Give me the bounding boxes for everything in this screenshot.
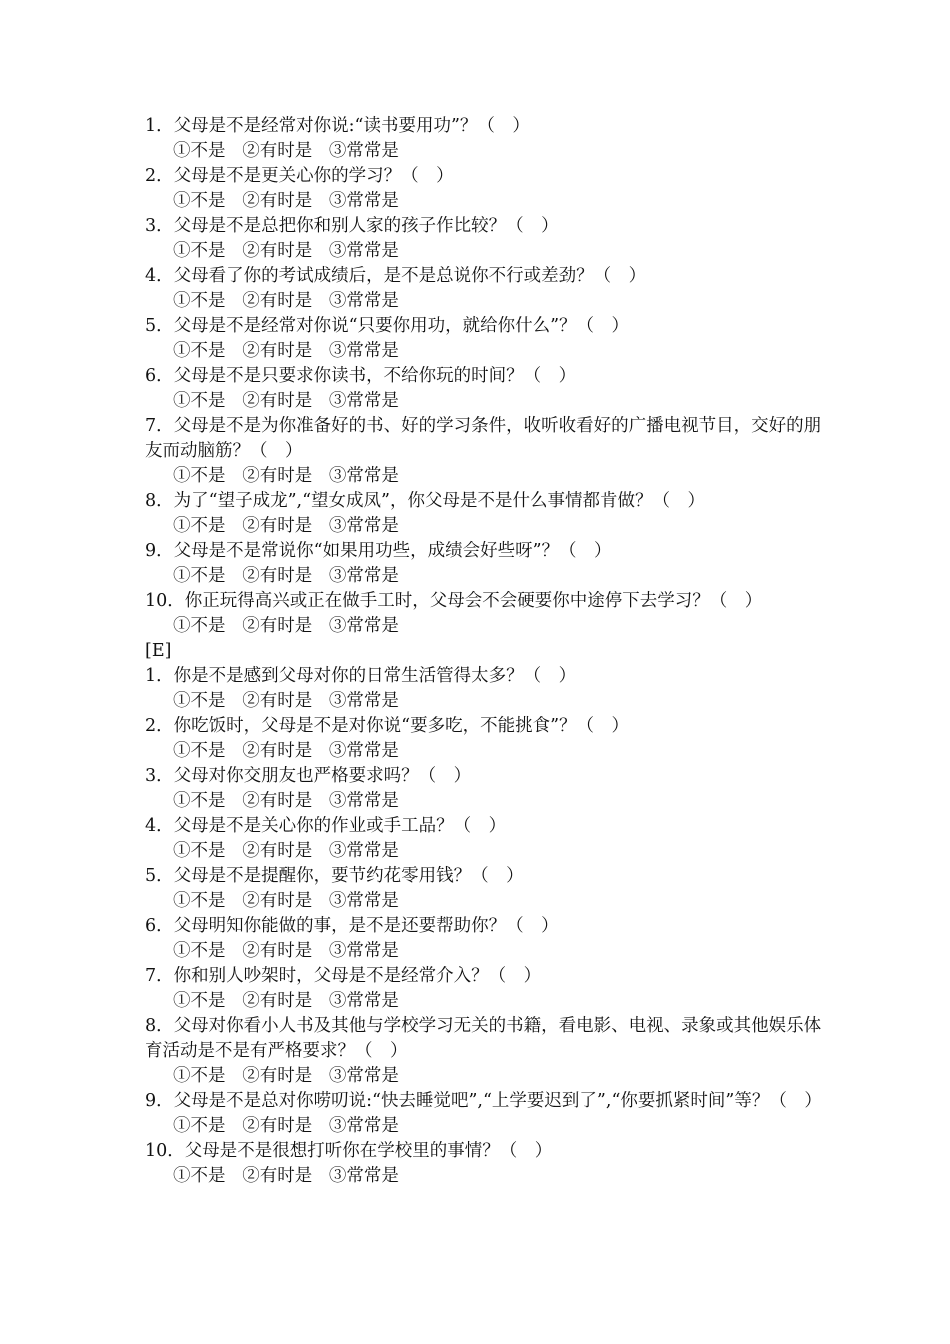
answer-options: ①不是 ②有时是 ③常常是	[173, 141, 399, 161]
answer-options: ①不是 ②有时是 ③常常是	[173, 391, 399, 411]
question-e-3: 3．父母对你交朋友也严格要求吗？（ ）	[145, 766, 472, 786]
question-d-2: 2．父母是不是更关心你的学习？（ ）	[145, 166, 454, 186]
question-d-1: 1．父母是不是经常对你说:“读书要用功”？（ ）	[145, 116, 530, 136]
answer-options: ①不是 ②有时是 ③常常是	[173, 566, 399, 586]
question-e-9: 9．父母是不是总对你唠叨说:“快去睡觉吧”,“上学要迟到了”,“你要抓紧时间”等？（ ）	[145, 1091, 822, 1111]
question-e-5: 5．父母是不是提醒你，要节约花零用钱？（ ）	[145, 866, 524, 886]
answer-options: ①不是 ②有时是 ③常常是	[173, 1166, 399, 1186]
question-e-10: 10．父母是不是很想打听你在学校里的事情？（ ）	[145, 1141, 553, 1161]
answer-options: ①不是 ②有时是 ③常常是	[173, 791, 399, 811]
question-d-4: 4．父母看了你的考试成绩后，是不是总说你不行或差劲？（ ）	[145, 266, 647, 286]
answer-options: ①不是 ②有时是 ③常常是	[173, 616, 399, 636]
question-e-4: 4．父母是不是关心你的作业或手工品？（ ）	[145, 816, 507, 836]
question-e-7: 7．你和别人吵架时，父母是不是经常介入？（ ）	[145, 966, 542, 986]
question-e-8: 8．父母对你看小人书及其他与学校学习无关的书籍，看电影、电视、录象或其他娱乐体育活动是不是有严格要求？（ ）	[145, 1016, 822, 1061]
question-d-5: 5．父母是不是经常对你说“只要你用功，就给你什么”？（ ）	[145, 316, 630, 336]
answer-options: ①不是 ②有时是 ③常常是	[173, 466, 399, 486]
question-d-8: 8．为了“望子成龙”,“望女成凤”，你父母是不是什么事情都肯做？（ ）	[145, 491, 705, 511]
question-d-10: 10．你正玩得高兴或正在做手工时，父母会不会硬要你中途停下去学习？（ ）	[145, 591, 763, 611]
answer-options: ①不是 ②有时是 ③常常是	[173, 1116, 399, 1136]
answer-options: ①不是 ②有时是 ③常常是	[173, 891, 399, 911]
questionnaire-page	[145, 114, 825, 1189]
answer-options: ①不是 ②有时是 ③常常是	[173, 941, 399, 961]
answer-options: ①不是 ②有时是 ③常常是	[173, 991, 399, 1011]
question-e-1: 1．你是不是感到父母对你的日常生活管得太多？（ ）	[145, 666, 577, 686]
question-e-2: 2．你吃饭时，父母是不是对你说“要多吃，不能挑食”？（ ）	[145, 716, 630, 736]
answer-options: ①不是 ②有时是 ③常常是	[173, 741, 399, 761]
answer-options: ①不是 ②有时是 ③常常是	[173, 516, 399, 536]
answer-options: ①不是 ②有时是 ③常常是	[173, 241, 399, 261]
answer-options: ①不是 ②有时是 ③常常是	[173, 1066, 399, 1086]
section-e	[145, 664, 825, 1189]
answer-options: ①不是 ②有时是 ③常常是	[173, 291, 399, 311]
question-d-3: 3．父母是不是总把你和别人家的孩子作比较？（ ）	[145, 216, 559, 236]
question-d-6: 6．父母是不是只要求你读书，不给你玩的时间？（ ）	[145, 366, 577, 386]
section-d	[145, 114, 825, 639]
answer-options: ①不是 ②有时是 ③常常是	[173, 341, 399, 361]
question-e-6: 6．父母明知你能做的事，是不是还要帮助你？（ ）	[145, 916, 559, 936]
question-d-7: 7．父母是不是为你准备好的书、好的学习条件，收听收看好的广播电视节目，交好的朋友而动脑筋？（ ）	[145, 416, 822, 461]
answer-options: ①不是 ②有时是 ③常常是	[173, 191, 399, 211]
answer-options: ①不是 ②有时是 ③常常是	[173, 691, 399, 711]
answer-options: ①不是 ②有时是 ③常常是	[173, 841, 399, 861]
question-d-9: 9．父母是不是常说你“如果用功些，成绩会好些呀”？（ ）	[145, 541, 612, 561]
section-e-heading: [E]	[145, 641, 172, 661]
